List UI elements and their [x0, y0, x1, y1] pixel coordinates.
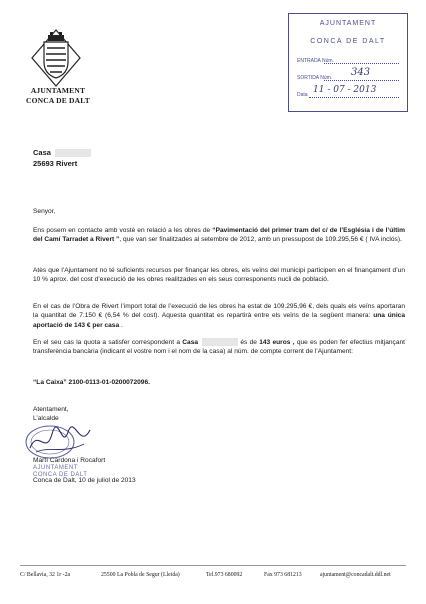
stamp-entrada-label: ENTRADA Núm. — [297, 58, 334, 64]
stamp-sortida-label: SORTIDA Núm. — [297, 75, 333, 81]
footer-divider — [20, 565, 406, 566]
stamp-title: AJUNTAMENT — [319, 20, 377, 27]
closing-line2: L’alcalde — [33, 415, 59, 422]
place-date: Conca de Dalt, 10 de juliol de 2013 — [33, 477, 136, 484]
paragraph-3: En el cas de l’Obra de Rivert l’import total de l’execució de les obres ha estat de 109.295,96 €, dels quals els veïns aportaran la quantitat de 7.150 € (6,54 % del cost). Aquesta quantitat es repartirà entre els veïns de la següent manera: una única aportació de 143 € per casa . — [33, 303, 405, 329]
org-name-line1: AJUNTAMENT — [30, 86, 86, 95]
redaction-box — [202, 338, 238, 346]
greeting: Senyor, — [33, 208, 56, 215]
recipient-postal: 25693 Rivert — [33, 159, 78, 168]
stamp-data-line — [309, 97, 399, 98]
stamp-sortida-value: 343 — [351, 67, 371, 78]
stamp-data-label: Data — [297, 92, 308, 98]
footer-phone: Tel.973 680092 — [206, 572, 243, 578]
bank-account: “La Caixa” 2100-0113-01-0200072096. — [33, 379, 150, 386]
paragraph-2: Atès que l’Ajuntament no té suficients recursos per finançar les obres, els veïns del municipi participen en el finançament d’un 10 % aprox. del cost d’execució de les obres realitzades en els seus corresponents nucli de població. — [33, 267, 405, 284]
footer-fax: Fax 973 681213 — [264, 572, 302, 578]
stamp-entrada-line — [324, 63, 399, 64]
registry-stamp — [288, 13, 408, 112]
footer-postal: 25500 La Pobla de Segur (Lleida) — [101, 572, 180, 578]
redaction-box — [55, 149, 91, 157]
closing-line1: Atentament, — [33, 406, 69, 413]
paragraph-4: En el seu cas la quota a satisfer correspondent a Casa és de 143 euros , que es poden fer efectius mitjançant transferència bancària (indicant el vostre nom i el nom de la casa) al núm. de compte corrent de l’Ajuntament: — [33, 339, 406, 356]
footer-email: ajuntament@concadalt.ddl.net — [320, 572, 391, 578]
recipient-name: Casa — [33, 148, 91, 157]
signer-name: Martí Cardona i Rocafort — [33, 457, 106, 464]
coat-of-arms-logo — [30, 28, 82, 88]
footer-address: C/ Bellavia, 32 1r -2a — [20, 572, 71, 578]
seal-text-line1: AJUNTAMENT — [33, 465, 78, 471]
stamp-sortida-line — [324, 80, 399, 81]
stamp-data-value: 11 - 07 - 2013 — [313, 85, 377, 95]
org-name-line2: CONCA DE DALT — [25, 96, 90, 105]
stamp-subtitle: CONCA DE DALT — [310, 38, 386, 45]
paragraph-1: Ens posem en contacte amb vostè en relació a les obres de “Pavimentació del primer tram del c/ de l’Església i de l’últim del Camí Tarradet a Rivert ”, que van ser finalitzades al setembre de 2012, amb un pressupost de 109.295,56 € ( IVA inclós). — [33, 227, 405, 244]
seal-text-line2: CONCA DE DALT — [33, 472, 88, 478]
